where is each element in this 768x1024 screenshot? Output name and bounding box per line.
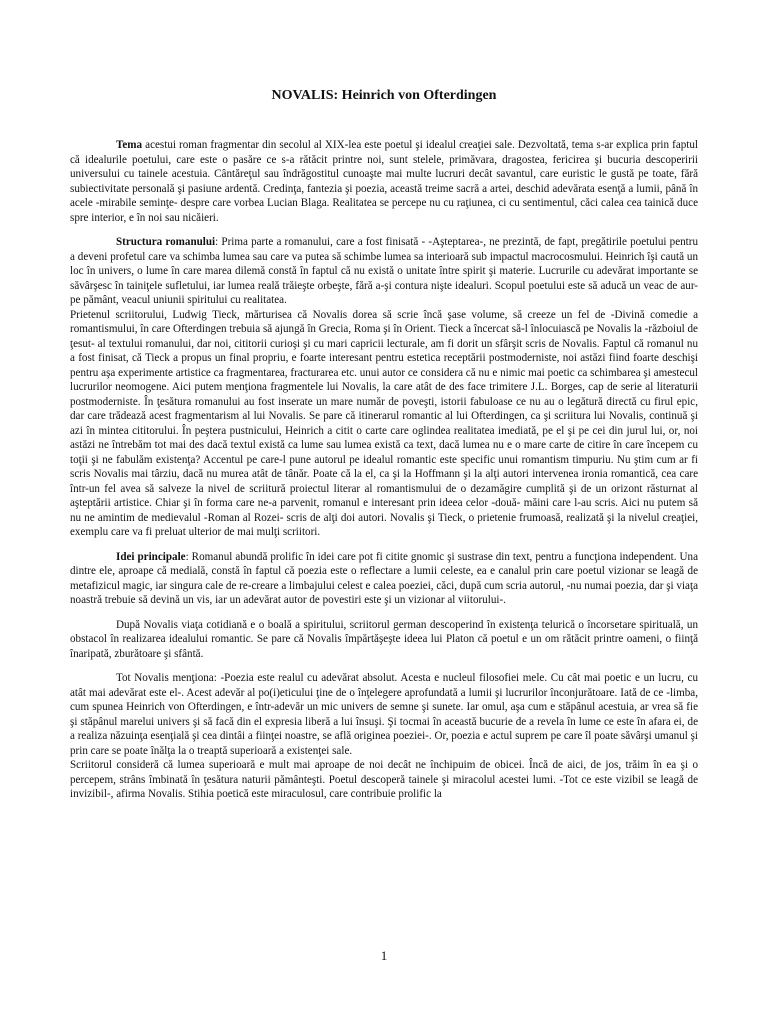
paragraph-text: acestui roman fragmentar din secolul al XIX-lea este poetul şi idealul creaţiei sale. Dezvoltată, tema s-ar explica prin faptul că idealurile poetului, care este o pasăre ce s-a rătăcit printre noi, sunt stelele, primăvara, dragostea, fericirea şi bucuria descoperirii universului cu tainele acestuia. Cântăreţul sau îndrăgostitul cunoaşte mai multe lucruri decât savantul, care euristic le gustă pe toate, fără subiectivitate personală şi pasiune ardentă. Credinţa, fantezia şi poezia, această treime sacră a artei, deschid adevărata esenţă a lumii, până în acele -mirabile seminţe- despre care vorbea Lucian Blaga. Realitatea se percepe nu cu raţiunea, ci cu sentimentul, căci calea cea tainică duce spre interior, e în noi sau nicăieri. [70,139,698,224]
document-title: NOVALIS: Heinrich von Ofterdingen [271,88,497,103]
paragraph-text: După Novalis viaţa cotidiană e o boală a spiritului, scriitorul german descoperind în existenţa telurică o încorsetare spirituală, un obstacol în realizarea idealului romantic. Se pare că Novalis împărtăşeşte ideea lui Platon că poetul e un om rătăcit printre oameni, o fiinţă înaripată, zburătoare şi sfântă. [70,618,698,660]
section-label-idei-principale: Idei principale [116,550,186,563]
paragraph-structura [70,235,698,308]
paragraph-text: Prietenul scriitorului, Ludwig Tieck, mărturisea că Novalis dorea să scrie încă şase volume, să creeze un fel de -Divină comedie a romantismului, în care Ofterdingen trebuia să ajungă în Grecia, Roma şi în Orient. Tieck a încercat să-l înlocuiască pe Novalis la -războiul de ţesut- al textului romanului, dar noi, cititorii curioşi şi cu mari capricii lecturale, am fi dorit un sfârşit scris de Novalis. Faptul că romanul nu a fost finisat, că Tieck a propus un final propriu, e foarte interesant pentru estetica receptării postmoderniste, noi astăzi fiind foarte deschişi pentru aşa experimente artistice ca fragmentarea, fracturarea etc. unui autor ce considera că nu e nimic mai poetic ca schimbarea şi amestecul lucrurilor neomogene. Aici putem menţiona fragmentele lui Novalis, la care atât de des face trimitere J.L. Borges, cap de serie al literaturii postmoderniste. În ţesătura romanului au fost inserate un mare număr de poveşti, istorii fabuloase ce nu au o legătură directă cu firul epic, dar care trădează acest fragmentarism al lui Novalis. Se pare că itinerarul romantic al lui Ofterdingen, ca şi scriitura lui Novalis, continuă şi azi în mintea cititorului. În peştera pustnicului, Heinrich a citit o carte care oglindea realitatea imediată, pe el şi pe cei din jurul lui, or, noi astăzi ne întrebăm tot mai des dacă textul există ca lume sau lumea există ca text, dacă lumea nu e o mare carte de citire în care începem cu toţii şi ne fabulăm existenţa? Accentul pe care-l pune autorul pe idealul romantic este specific unui romantism timpuriu. Nu ştim cum ar fi scris Novalis mai târziu, dacă nu murea atât de tânăr. Poate că la el, ca şi la Hoffmann şi la alţi autori intervenea ironia romantică, cea care într-un fel avea să salveze la nivel de scriitură proiectul literar al romantismului de o dezamăgire cumplită şi de un orizont răsturnat al aşteptării artistice. Chiar şi în forma care ne-a parvenit, romanul e interesant prin ideea celor -două- măini care l-au scris. Aici nu putem să nu ne amintim de medievalul -Roman al Rozei- scris de alţi doi autori. Novalis şi Tieck, o prietenie frumoasă, realizată şi la nivelul creaţiei, exemplu care va fi preluat ulterior de mai mulţi scriitori. [70,308,698,538]
paragraph-text: : Prima parte a romanului, care a fost finisată - -Aşteptarea-, ne prezintă, de fapt, pregătirile poetului pentru a deveni profetul care va schimba lumea sau care va putea să schimbe lumea sa interioară sub impactul macrocosmului. Heinrich îşi caută un loc în univers, o lume în care marea dilemă constă în faptul că nu există o unitate între spirit şi materie. Lucrurile cu adevărat importante se săvârşesc în tainiţele sufletului, iar lumea reală trăieşte orbeşte, fără a-şi contura nişte idealuri. Scopul poetului este să aducă un veac de aur- pe pământ, veacul uniunii spiritului cu realitatea. [70,236,698,306]
paragraph-lumea-superioara [70,758,698,802]
paragraph-tema [70,138,698,225]
page-number: 1 [380,948,388,963]
section-label-structura: Structura romanului [116,236,216,248]
section-label-tema: Tema [116,139,143,151]
paragraph-text: : Romanul abundă prolific în idei care pot fi citite gnomic şi sustrase din text, pentru a funcţiona independent. Una dintre ele, aproape că medială, constă în faptul că poezia este o reflectare a lumii celeste, ea e canalul prin care poetul vizionar se leagă de metafizicul magic, iar singura cale de re-creare a limbajului celest e calea poeziei, căci, după cum scria autorul, -nu numai poezia, dar şi viaţa noastră trebuie să devină un vis, iar un adevărat autor de povestiri este şi un vizionar al viitorului-. [70,550,698,606]
paragraph-tieck [70,308,698,540]
paragraph-viata-cotidiana [70,618,698,662]
paragraph-text: Tot Novalis menţiona: -Poezia este realul cu adevărat absolut. Acesta e nucleul filosofiei mele. Cu cât mai poetic e un lucru, cu atât mai adevărat este el-. Acest adevăr al po(i)eticului ţine de o înţelegere aprofundată a lumii şi lucrurilor înconjurătoare. Iată de ce -limba, cum spunea Heinrich von Ofterdingen, e într-adevăr un mic univers de semne şi sunete. Iar omul, aşa cum e stăpânul acestuia, ar vrea să fie şi stăpânul marelui univers şi să facă din el expresia liberă a lui însuşi. Şi tocmai în această bucurie de a revela în lume ce este în afara ei, de a realiza năzuinţa esenţială şi cea dintâi a fiinţei noastre, se află originea poeziei-. Or, poezia e actul suprem pe care îl poate săvârşi umanul şi prin care se poate înălţa la o treaptă superioară a existenţei sale. [70,672,698,757]
paragraph-idei-principale [70,550,698,608]
paragraph-text: Scriitorul consideră că lumea superioară e mult mai aproape de noi decât ne închipuim de obicei. Încă de aici, de jos, trăim în ea şi o percepem, strâns îmbinată în ţesătura naturii pământeşti. Poetul descoperă tainele şi miracolul acestei lumi. -Tot ce este vizibil se leagă de invizibil-, afirma Novalis. Stihia poetică este miraculosul, care contribuie prolific la [70,759,698,800]
document-page [70,88,698,802]
paragraph-poezia-real [70,671,698,758]
